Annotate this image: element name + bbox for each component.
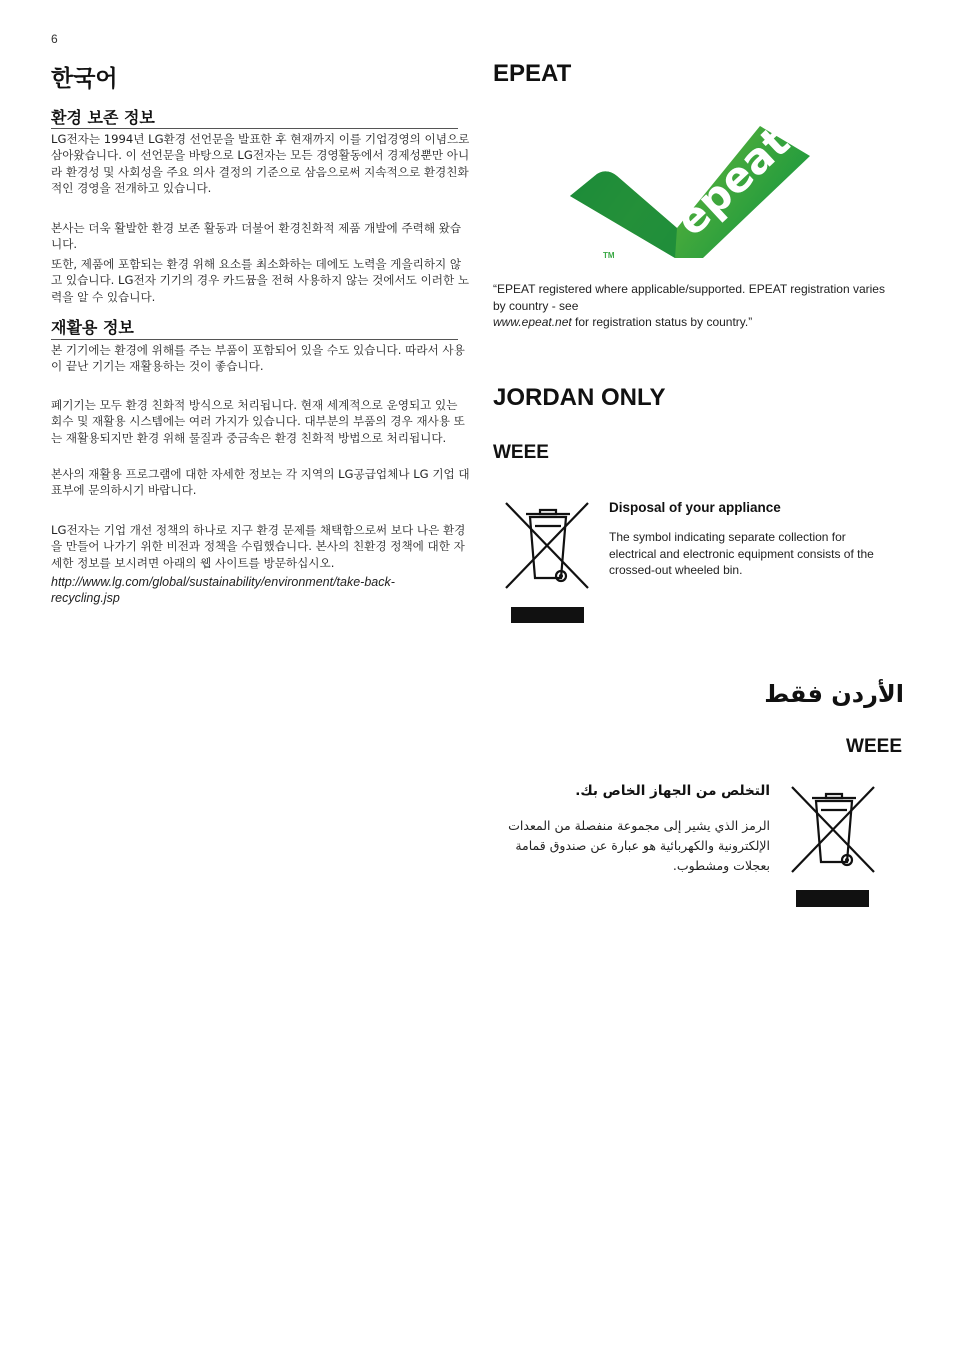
recycle-paragraph-4: LG전자는 기업 개선 정책의 하나로 지구 환경 문제를 채택함으로써 보다 나은 환경을 만들어 나가기 위한 비전과 정책을 수립했습니다. 본사의 친환경 정책에 대한 자세한 정보를 보시려면 아래의 웹 사이트를 방문하십시오.: [51, 523, 466, 570]
env-paragraph-3: 또한, 제품에 포함되는 환경 위해 요소를 최소화하는 데에도 노력을 게을리하지 않고 있습니다. LG전자 기기의 경우 카드뮴을 전혀 사용하지 않는 것에서도 이러한 노력을 알 수 있습니다.: [51, 257, 470, 304]
epeat-note: [493, 281, 898, 331]
arabic-title: الأردن فقط: [764, 680, 904, 708]
disposal-text: The symbol indicating separate collection for electrical and electronic equipment consists of the crossed-out wheeled bin.: [609, 530, 874, 577]
env-heading: 환경 보존 정보: [51, 108, 155, 127]
weee-black-bar: [511, 607, 584, 623]
epeat-title: EPEAT: [493, 60, 572, 87]
arabic-disposal-title: التخلص من الجهاز الخاص بك.: [575, 783, 770, 799]
arabic-weee-heading: WEEE: [846, 736, 902, 757]
page-number: 6: [51, 32, 58, 46]
epeat-note-line2: for registration status by country.”: [571, 315, 753, 329]
recycle-heading-rule: [51, 339, 458, 340]
epeat-logo: [565, 118, 815, 268]
disposal-title: Disposal of your appliance: [609, 500, 781, 515]
epeat-note-line1: “EPEAT registered where applicable/supported. EPEAT registration varies by country - see: [493, 282, 885, 313]
crossed-bin-icon: [504, 500, 592, 592]
arabic-weee-bin-icon: [790, 784, 878, 876]
arabic-disposal-text: الرمز الذي يشير إلى مجموعة منفصلة من المعدات الإلكترونية والكهربائية هو عبارة عن صندوق قمامة بعجلات ومشطوب.: [508, 818, 770, 873]
env-heading-rule: [51, 128, 458, 129]
epeat-logo-text: epeat: [666, 118, 799, 246]
epeat-url-link[interactable]: www.epeat.net: [493, 315, 572, 329]
korean-title: 한국어: [51, 66, 118, 92]
weee-bin-icon: [504, 500, 592, 592]
arabic-weee-black-bar: [796, 890, 869, 907]
env-paragraph-1: LG전자는 1994년 LG환경 선언문을 발표한 후 현재까지 이를 기업경영의 이념으로 삼아왔습니다. 이 선언문을 바탕으로 LG전자는 모든 경영활동에서 경제성뿐만 아니라 환경성 및 사회성을 주요 의사 결정의 기준으로 삼음으로써 지속적으로 환경친화적인 경영을 전개하고 있습니다.: [51, 132, 470, 195]
recycle-heading: 재활용 정보: [51, 318, 134, 337]
jordan-title: JORDAN ONLY: [493, 384, 666, 411]
recycling-url-link[interactable]: http://www.lg.com/global/sustainability/environment/take-back-recycling.jsp: [51, 575, 395, 605]
recycle-paragraph-1: 본 기기에는 환경에 위해를 주는 부품이 포함되어 있을 수도 있습니다. 따라서 사용이 끝난 기기는 재활용하는 것이 좋습니다.: [51, 343, 465, 374]
weee-heading: WEEE: [493, 442, 549, 463]
env-paragraph-2: 본사는 더욱 활발한 환경 보존 활동과 더불어 환경친화적 제품 개발에 주력해 왔습니다.: [51, 221, 462, 252]
epeat-check-left: [570, 171, 677, 258]
recycle-paragraph-3: 본사의 재활용 프로그램에 대한 자세한 정보는 각 지역의 LG공급업체나 LG 기업 대표부에 문의하시기 바랍니다.: [51, 467, 470, 498]
arabic-crossed-bin-icon: [790, 784, 878, 876]
epeat-logo-graphic: [565, 118, 815, 268]
epeat-tm: TM: [603, 251, 615, 260]
recycle-paragraph-2: 폐기기는 모두 환경 친화적 방식으로 처리됩니다. 현재 세계적으로 운영되고 있는 회수 및 재활용 시스템에는 여러 가지가 있습니다. 대부분의 부품의 경우 재사용 또는 재활용되지만 환경 위해 물질과 중금속은 환경 친화적 방법으로 처리됩니다.: [51, 398, 465, 445]
